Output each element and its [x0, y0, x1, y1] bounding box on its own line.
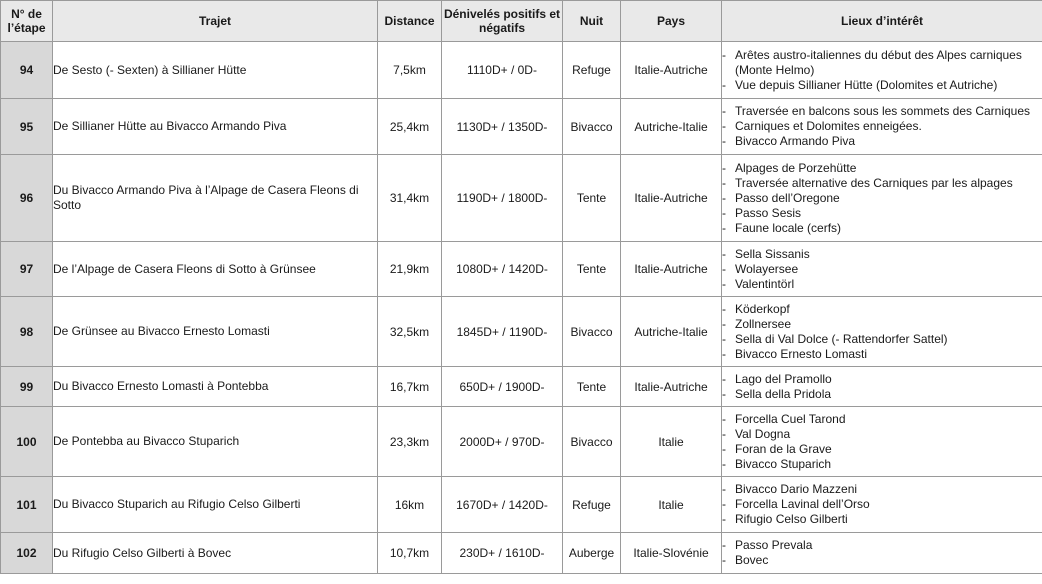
- country-cell: Italie: [621, 407, 722, 477]
- list-item: [722, 347, 1042, 362]
- header-route: Trajet: [53, 1, 378, 42]
- dash-bullet-icon: -: [722, 301, 726, 316]
- header-stage-number: N° de l’étape: [1, 1, 53, 42]
- poi-text: Sella Sissanis: [735, 246, 810, 261]
- dash-bullet-icon: -: [722, 175, 726, 190]
- list-item: [722, 191, 1042, 206]
- night-cell: Tente: [563, 242, 621, 297]
- dash-bullet-icon: -: [722, 497, 726, 511]
- header-points-of-interest: Lieux d’intérêt: [722, 1, 1042, 42]
- route-cell: Du Bivacco Ernesto Lomasti à Pontebba: [53, 367, 378, 407]
- poi-text: Bivacco Dario Mazzeni: [735, 482, 858, 496]
- list-item: [722, 482, 1042, 497]
- list-item: [722, 387, 1042, 402]
- poi-list: [722, 161, 1042, 236]
- points-of-interest-cell: [722, 477, 1042, 533]
- points-of-interest-cell: [722, 533, 1042, 574]
- elevation-cell: 1080D+ / 1420D-: [442, 242, 563, 297]
- distance-cell: 7,5km: [378, 42, 442, 99]
- night-cell: Bivacco: [563, 297, 621, 367]
- points-of-interest-cell: [722, 297, 1042, 367]
- distance-cell: 21,9km: [378, 242, 442, 297]
- poi-text: Val Dogna: [735, 426, 791, 441]
- table-row: [1, 242, 1042, 297]
- poi-text: Forcella Cuel Tarond: [735, 411, 846, 426]
- stage-number: 96: [1, 155, 53, 242]
- stage-number: 94: [1, 42, 53, 99]
- distance-cell: 16km: [378, 477, 442, 533]
- poi-list: [722, 412, 1042, 472]
- night-cell: Auberge: [563, 533, 621, 574]
- header-row: [1, 1, 1042, 42]
- poi-text: Alpages de Porzehütte: [735, 160, 857, 175]
- distance-cell: 23,3km: [378, 407, 442, 477]
- list-item: [722, 457, 1042, 472]
- poi-text: Passo dell’Oregone: [735, 190, 840, 205]
- route-cell: De Grünsee au Bivacco Ernesto Lomasti: [53, 297, 378, 367]
- night-cell: Tente: [563, 155, 621, 242]
- poi-list: [722, 104, 1042, 149]
- route-cell: De Sesto (- Sexten) à Sillianer Hütte: [53, 42, 378, 99]
- dash-bullet-icon: -: [722, 77, 726, 92]
- table-row: [1, 42, 1042, 99]
- header-night: Nuit: [563, 1, 621, 42]
- list-item: [722, 412, 1042, 427]
- country-cell: Autriche-Italie: [621, 297, 722, 367]
- country-cell: Italie-Autriche: [621, 242, 722, 297]
- route-cell: Du Rifugio Celso Gilberti à Bovec: [53, 533, 378, 574]
- poi-text: Traversée alternative des Carniques par les alpages: [735, 175, 1013, 190]
- poi-text: Rifugio Celso Gilberti: [735, 512, 848, 526]
- dash-bullet-icon: -: [722, 246, 726, 261]
- points-of-interest-cell: [722, 407, 1042, 477]
- list-item: [722, 161, 1042, 176]
- list-item: [722, 119, 1042, 134]
- dash-bullet-icon: -: [722, 104, 726, 118]
- table-row: [1, 407, 1042, 477]
- distance-cell: 25,4km: [378, 99, 442, 155]
- points-of-interest-cell: [722, 367, 1042, 407]
- list-item: [722, 206, 1042, 221]
- poi-list: [722, 302, 1042, 362]
- list-item: [722, 221, 1042, 236]
- list-item: [722, 247, 1042, 262]
- night-cell: Refuge: [563, 42, 621, 99]
- poi-text: Bivacco Armando Piva: [735, 134, 856, 148]
- night-cell: Bivacco: [563, 407, 621, 477]
- list-item: [722, 372, 1042, 387]
- country-cell: Italie-Autriche: [621, 367, 722, 407]
- elevation-cell: 1110D+ / 0D-: [442, 42, 563, 99]
- dash-bullet-icon: -: [722, 220, 726, 235]
- country-cell: Italie-Slovénie: [621, 533, 722, 574]
- poi-list: [722, 538, 1042, 568]
- list-item: [722, 538, 1042, 553]
- dash-bullet-icon: -: [722, 553, 726, 567]
- route-cell: Du Bivacco Stuparich au Rifugio Celso Gilberti: [53, 477, 378, 533]
- poi-list: [722, 372, 1042, 402]
- list-item: [722, 332, 1042, 347]
- distance-cell: 31,4km: [378, 155, 442, 242]
- poi-text: Zollnersee: [735, 316, 792, 331]
- poi-text: Forcella Lavinal dell’Orso: [735, 497, 870, 511]
- distance-cell: 10,7km: [378, 533, 442, 574]
- list-item: [722, 78, 1042, 93]
- night-cell: Bivacco: [563, 99, 621, 155]
- stage-number: 102: [1, 533, 53, 574]
- route-cell: De Pontebba au Bivacco Stuparich: [53, 407, 378, 477]
- poi-text: Lago del Pramollo: [735, 371, 832, 386]
- dash-bullet-icon: -: [722, 190, 726, 205]
- country-cell: Italie-Autriche: [621, 42, 722, 99]
- route-cell: De l’Alpage de Casera Fleons di Sotto à Grünsee: [53, 242, 378, 297]
- table-row: [1, 99, 1042, 155]
- list-item: [722, 512, 1042, 527]
- poi-list: [722, 48, 1042, 93]
- elevation-cell: 1190D+ / 1800D-: [442, 155, 563, 242]
- poi-list: [722, 247, 1042, 292]
- distance-cell: 32,5km: [378, 297, 442, 367]
- poi-text: Faune locale (cerfs): [735, 220, 842, 235]
- poi-text: Bivacco Stuparich: [735, 456, 832, 471]
- country-cell: Italie: [621, 477, 722, 533]
- poi-text: Sella di Val Dolce (- Rattendorfer Sattel): [735, 331, 948, 346]
- table-row: [1, 367, 1042, 407]
- poi-text: Traversée en balcons sous les sommets des Carniques: [735, 104, 1031, 118]
- dash-bullet-icon: -: [722, 441, 726, 456]
- elevation-cell: 1845D+ / 1190D-: [442, 297, 563, 367]
- elevation-cell: 230D+ / 1610D-: [442, 533, 563, 574]
- dash-bullet-icon: -: [722, 346, 726, 361]
- points-of-interest-cell: [722, 155, 1042, 242]
- elevation-cell: 1670D+ / 1420D-: [442, 477, 563, 533]
- elevation-cell: 1130D+ / 1350D-: [442, 99, 563, 155]
- elevation-cell: 2000D+ / 970D-: [442, 407, 563, 477]
- table-row: [1, 155, 1042, 242]
- poi-text: Carniques et Dolomites enneigées.: [735, 119, 922, 133]
- header-country: Pays: [621, 1, 722, 42]
- dash-bullet-icon: -: [722, 134, 726, 148]
- country-cell: Autriche-Italie: [621, 99, 722, 155]
- dash-bullet-icon: -: [722, 331, 726, 346]
- list-item: [722, 317, 1042, 332]
- dash-bullet-icon: -: [722, 160, 726, 175]
- poi-text: Valentintörl: [735, 276, 795, 291]
- dash-bullet-icon: -: [722, 371, 726, 386]
- poi-text: Wolayersee: [735, 261, 799, 276]
- stage-number: 99: [1, 367, 53, 407]
- poi-text: Passo Sesis: [735, 205, 802, 220]
- poi-text: Bivacco Ernesto Lomasti: [735, 346, 868, 361]
- table-row: [1, 297, 1042, 367]
- route-cell: De Sillianer Hütte au Bivacco Armando Piva: [53, 99, 378, 155]
- poi-text: Köderkopf: [735, 301, 790, 316]
- poi-text: Foran de la Grave: [735, 441, 832, 456]
- list-item: [722, 442, 1042, 457]
- stage-number: 95: [1, 99, 53, 155]
- stage-number: 100: [1, 407, 53, 477]
- list-item: [722, 134, 1042, 149]
- poi-text: Passo Prevala: [735, 538, 813, 552]
- list-item: [722, 48, 1042, 78]
- poi-text: Vue depuis Sillianer Hütte (Dolomites et Autriche): [735, 77, 998, 92]
- night-cell: Refuge: [563, 477, 621, 533]
- elevation-cell: 650D+ / 1900D-: [442, 367, 563, 407]
- dash-bullet-icon: -: [722, 512, 726, 526]
- stage-number: 97: [1, 242, 53, 297]
- list-item: [722, 427, 1042, 442]
- dash-bullet-icon: -: [722, 456, 726, 471]
- header-elevation: Dénivelés positifs et négatifs: [442, 1, 563, 42]
- poi-text: Arêtes austro-italiennes du début des Alpes carniques (Monte Helmo): [735, 47, 1022, 77]
- poi-text: Sella della Pridola: [735, 386, 832, 401]
- dash-bullet-icon: -: [722, 119, 726, 133]
- header-distance: Distance: [378, 1, 442, 42]
- dash-bullet-icon: -: [722, 276, 726, 291]
- route-cell: Du Bivacco Armando Piva à l’Alpage de Casera Fleons di Sotto: [53, 155, 378, 242]
- country-cell: Italie-Autriche: [621, 155, 722, 242]
- poi-text: Bovec: [735, 553, 769, 567]
- dash-bullet-icon: -: [722, 482, 726, 496]
- points-of-interest-cell: [722, 99, 1042, 155]
- dash-bullet-icon: -: [722, 426, 726, 441]
- points-of-interest-cell: [722, 242, 1042, 297]
- list-item: [722, 553, 1042, 568]
- points-of-interest-cell: [722, 42, 1042, 99]
- list-item: [722, 262, 1042, 277]
- dash-bullet-icon: -: [722, 538, 726, 552]
- list-item: [722, 277, 1042, 292]
- dash-bullet-icon: -: [722, 316, 726, 331]
- list-item: [722, 302, 1042, 317]
- night-cell: Tente: [563, 367, 621, 407]
- dash-bullet-icon: -: [722, 386, 726, 401]
- distance-cell: 16,7km: [378, 367, 442, 407]
- list-item: [722, 497, 1042, 512]
- stage-number: 98: [1, 297, 53, 367]
- list-item: [722, 104, 1042, 119]
- dash-bullet-icon: -: [722, 47, 726, 62]
- poi-list: [722, 482, 1042, 527]
- dash-bullet-icon: -: [722, 411, 726, 426]
- table-body: [1, 42, 1042, 574]
- dash-bullet-icon: -: [722, 205, 726, 220]
- dash-bullet-icon: -: [722, 261, 726, 276]
- table-row: [1, 533, 1042, 574]
- stage-number: 101: [1, 477, 53, 533]
- table-row: [1, 477, 1042, 533]
- list-item: [722, 176, 1042, 191]
